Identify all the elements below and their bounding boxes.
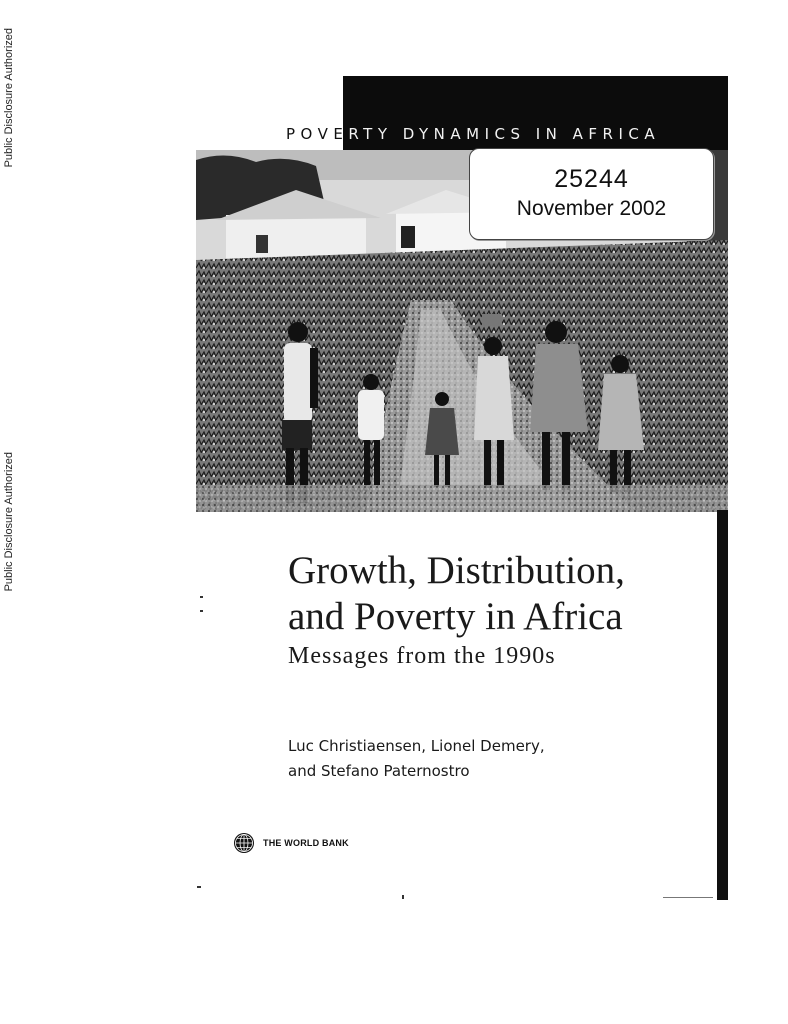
scan-speck <box>663 897 713 898</box>
world-bank-globe-icon <box>233 832 255 854</box>
series-title-part-dark: POVE <box>286 125 349 143</box>
scan-speck <box>200 596 203 598</box>
book-authors <box>288 734 545 784</box>
authors-line-2: and Stefano Paternostro <box>288 762 470 780</box>
scan-speck <box>402 895 404 899</box>
publisher-name: THE WORLD BANK <box>263 838 349 848</box>
book-subtitle: Messages from the 1990s <box>288 643 556 669</box>
series-title-part-light: RTY DYNAMICS IN AFRICA <box>348 125 661 143</box>
document-date: November 2002 <box>516 197 667 220</box>
book-title <box>288 548 625 640</box>
disclosure-stamp-top: Public Disclosure Authorized <box>3 28 15 168</box>
disclosure-stamp-bottom: Public Disclosure Authorized <box>3 452 15 592</box>
document-id-label <box>469 148 714 240</box>
scan-edge-bar <box>717 510 728 900</box>
document-number: 25244 <box>554 165 629 193</box>
book-title-line-1: Growth, Distribution, <box>288 549 625 592</box>
series-title <box>286 125 660 143</box>
publisher-block <box>233 830 349 856</box>
book-title-line-2: and Poverty in Africa <box>288 595 623 638</box>
authors-line-1: Luc Christiaensen, Lionel Demery, <box>288 737 545 755</box>
scan-speck <box>197 886 201 888</box>
scan-speck <box>200 610 203 612</box>
